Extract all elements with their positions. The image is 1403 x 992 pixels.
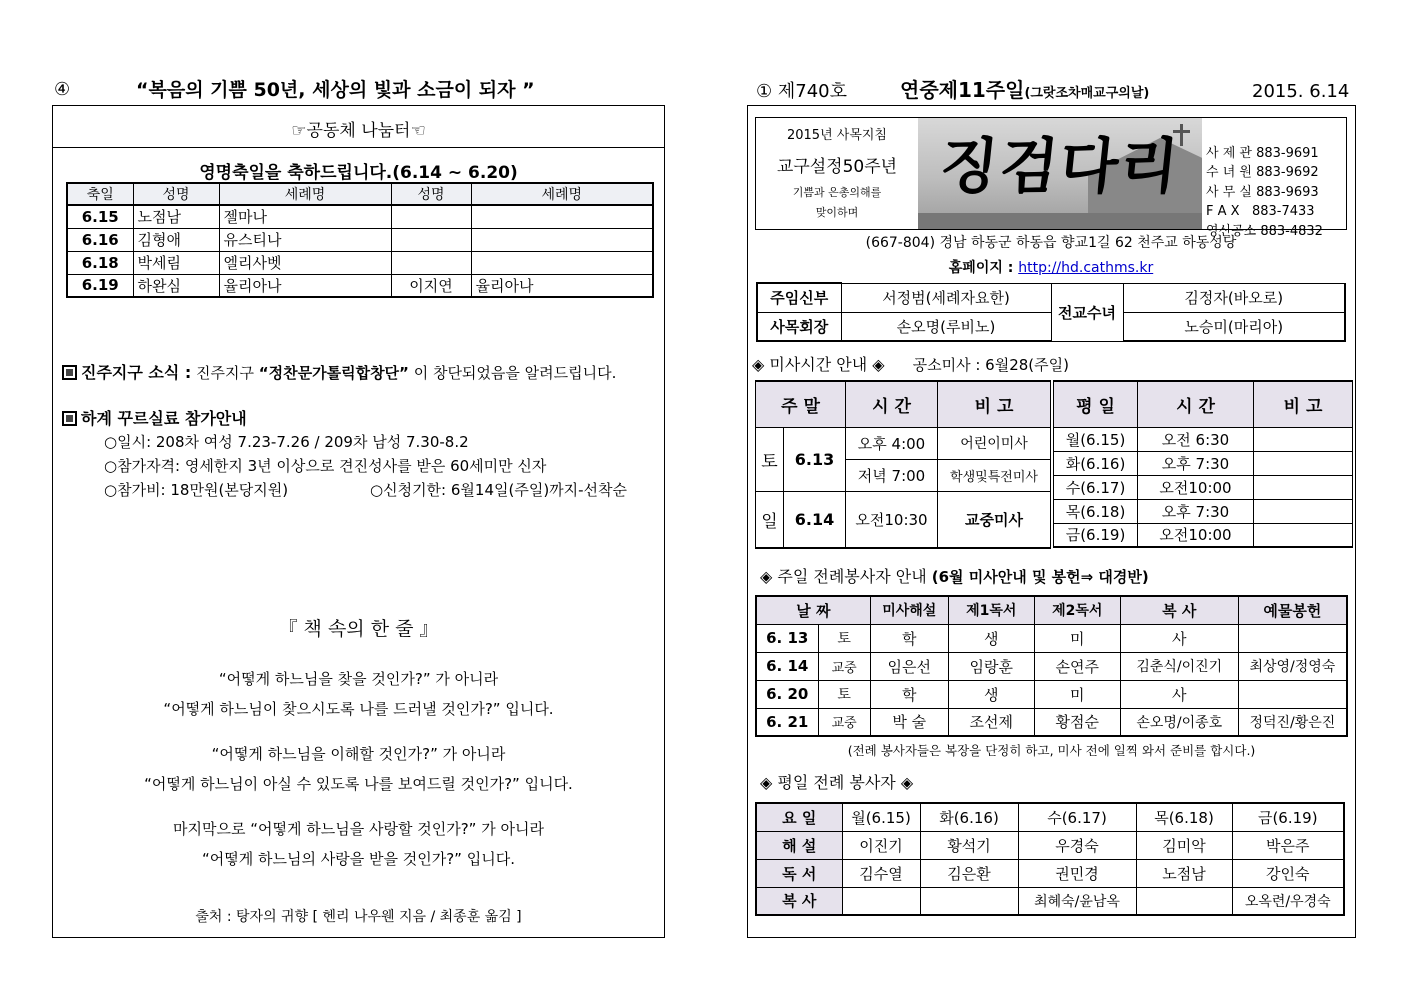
servers-header: 날 짜	[756, 596, 870, 624]
table-row	[1054, 523, 1353, 547]
cursillo-line: ○참가자격: 영세한지 3년 이상으로 견진성사를 받은 60세미만 신자	[104, 457, 547, 475]
mass-time: 오전10:00	[1138, 523, 1254, 547]
cursillo-deadline: ○신청기한: 6월14일(주일)까지-선착순	[370, 481, 628, 499]
server-date: 6. 20	[756, 680, 818, 708]
server-date: 6. 21	[756, 708, 818, 736]
mass-time: 오후 4:00	[846, 427, 938, 459]
staff-name: 서정범(세례자요한)	[841, 283, 1051, 312]
server-cell: 조선제	[948, 708, 1034, 736]
server-cell: 미	[1034, 624, 1120, 652]
server-cell: 강인숙	[1232, 859, 1344, 887]
server-cell: 김미악	[1136, 831, 1232, 859]
weekday-mass-table	[1053, 380, 1353, 548]
role-label: 해 설	[756, 831, 842, 859]
mass-header: 비 고	[938, 381, 1051, 427]
servers-header: 제2독서	[1034, 596, 1120, 624]
weekend-mass-table	[755, 380, 1051, 549]
role-label: 독 서	[756, 859, 842, 887]
square-bullet-icon	[62, 411, 77, 426]
issue-date: 2015. 6.14	[1252, 81, 1350, 102]
weekend-day: 토	[756, 427, 784, 491]
feast-baptismal: 유스티나	[219, 228, 391, 251]
homepage-label: 홈페이지 :	[948, 260, 1019, 276]
table-row	[67, 251, 653, 274]
section-title: ◈ 주일 전례봉사자 안내	[760, 567, 932, 586]
pastoral-theme: 교구설정50주년	[776, 157, 898, 177]
choir-name: “정찬문가톨릭합창단”	[258, 364, 409, 382]
server-date: 6. 13	[756, 624, 818, 652]
servers-header: 제1독서	[948, 596, 1034, 624]
feast-name: 노점남	[133, 205, 219, 228]
quote-line: “어떻게 하느님의 사랑을 받을 것인가?” 입니다.	[202, 850, 515, 868]
server-cell: 생	[948, 624, 1034, 652]
mass-time: 오후 7:30	[1138, 499, 1254, 523]
server-cell: 학	[870, 624, 948, 652]
feast-date: 6.19	[67, 274, 133, 297]
server-cell	[1136, 887, 1232, 915]
staff-table	[756, 282, 1346, 342]
table-row	[756, 652, 1347, 680]
staff-name: 손오명(루비노)	[841, 312, 1051, 341]
feast-table	[66, 182, 654, 298]
quote-line: “어떻게 하느님을 찾을 것인가?” 가 아니라	[218, 670, 499, 688]
feast-date: 6.18	[67, 251, 133, 274]
book-title: 『 책 속의 한 줄 』	[278, 618, 439, 640]
pastoral-sub: 맞이하며	[815, 206, 859, 219]
server-cell: 노점남	[1136, 859, 1232, 887]
contact-line: 수 녀 원 883-9692	[1206, 165, 1319, 180]
square-bullet-icon	[62, 365, 77, 380]
weekday: 수(6.17)	[1054, 475, 1138, 499]
contact-line: F A X 883-7433	[1206, 204, 1315, 219]
server-cell: 사	[1120, 680, 1238, 708]
church-address: (667-804) 경남 하동군 하동읍 향교1길 62 천주교 하동성당	[865, 235, 1237, 251]
feast-baptismal	[471, 228, 653, 251]
sunday-title	[900, 78, 1149, 106]
contact-line: 사 제 관 883-9691	[1206, 145, 1319, 161]
pastoral-sub: 기쁨과 은총의해를	[792, 186, 882, 199]
feast-baptismal: 엘리사벳	[219, 251, 391, 274]
parish-motto: “복음의 기쁨 50년, 세상의 빛과 소금이 되자 ”	[136, 79, 535, 101]
contact-line: 영신공소 883-4832	[1206, 223, 1323, 239]
weekday-servers-title: ◈ 평일 전례 봉사자 ◈	[760, 773, 914, 792]
sunday-subtitle: (그랏조차매교구의날)	[1024, 86, 1150, 101]
server-cell: 박 술	[870, 708, 948, 736]
feast-name: 김형애	[133, 228, 219, 251]
news-text: 이 창단되었음을 알려드립니다.	[408, 364, 617, 382]
weekday: 월(6.15)	[1054, 427, 1138, 451]
feast-title: 영명축일을 축하드립니다.(6.14 ~ 6.20)	[199, 163, 518, 183]
table-row	[67, 205, 653, 228]
table-row	[67, 274, 653, 297]
weekend-day: 일	[756, 491, 784, 548]
ground-shape	[918, 213, 1202, 229]
server-cell: 김은환	[920, 859, 1018, 887]
feast-baptismal	[471, 251, 653, 274]
bulletin-logo: 징검다리	[936, 132, 1184, 202]
staff-name: 노승미(마리아)	[1123, 312, 1345, 341]
server-cell: 손연주	[1034, 652, 1120, 680]
feast-date: 6.16	[67, 228, 133, 251]
feast-baptismal: 율리아나	[219, 274, 391, 297]
server-mass: 교중	[818, 708, 870, 736]
server-cell: 김춘식/이진기	[1120, 652, 1238, 680]
mass-note: 교중미사	[938, 491, 1051, 548]
server-cell: 황점순	[1034, 708, 1120, 736]
mass-header: 시 간	[1138, 381, 1254, 427]
server-cell: 김수열	[842, 859, 920, 887]
news-title: 진주지구 소식 :	[81, 363, 192, 382]
feast-name	[391, 205, 471, 228]
news-cursillo	[62, 406, 247, 429]
server-cell	[1238, 624, 1347, 652]
weekday-servers-table	[755, 802, 1345, 916]
mass-time: 저녁 7:00	[846, 459, 938, 491]
source-citation: 출처 : 탕자의 귀향 [ 헨리 나우웬 지음 / 최종훈 옮김 ]	[195, 909, 522, 925]
server-cell: 생	[948, 680, 1034, 708]
server-cell: 학	[870, 680, 948, 708]
cursillo-fee: ○참가비: 18만원(본당지원)	[104, 481, 289, 499]
feast-name: 하완심	[133, 274, 219, 297]
servers-footer: (전례 봉사자들은 복장을 단정히 하고, 미사 전에 일찍 와서 준비를 합시다.)	[847, 743, 1256, 758]
feast-baptismal: 율리아나	[471, 274, 653, 297]
sunday-servers-table	[755, 595, 1348, 737]
weekday-header: 화(6.16)	[920, 803, 1018, 831]
feast-header: 축일	[67, 183, 133, 205]
server-cell: 사	[1120, 624, 1238, 652]
servers-header: 복 사	[1120, 596, 1238, 624]
community-title: ☞공동체 나눔터☜	[291, 121, 426, 141]
server-cell: 최상영/정영숙	[1238, 652, 1347, 680]
server-cell: 황석기	[920, 831, 1018, 859]
cursillo-line: ○일시: 208차 여성 7.23-7.26 / 209차 남성 7.30-8.2	[104, 433, 469, 451]
table-row	[756, 708, 1347, 736]
weekday-header: 요 일	[756, 803, 842, 831]
quote-line: “어떻게 하느님을 이해할 것인가?” 가 아니라	[211, 745, 506, 763]
server-cell: 권민경	[1018, 859, 1136, 887]
quote-line: “어떻게 하느님이 아실 수 있도록 나를 보여드릴 것인가?” 입니다.	[144, 775, 573, 793]
weekday: 화(6.16)	[1054, 451, 1138, 475]
server-cell	[1238, 680, 1347, 708]
weekday-header: 금(6.19)	[1232, 803, 1344, 831]
mass-header: 시 간	[846, 381, 938, 427]
mass-time: 오전10:00	[1138, 475, 1254, 499]
contact-line: 사 무 실 883-9693	[1206, 184, 1319, 200]
issue-number: ① 제740호	[756, 81, 847, 102]
table-row	[756, 624, 1347, 652]
server-cell	[842, 887, 920, 915]
divider	[52, 147, 665, 148]
feast-baptismal: 젤마나	[219, 205, 391, 228]
page-number: ④	[54, 79, 71, 100]
mass-note: 학생및특전미사	[938, 459, 1051, 491]
server-cell: 박은주	[1232, 831, 1344, 859]
servers-note: (6월 미사안내 및 봉헌⇒ 대경반)	[931, 568, 1149, 586]
weekday-header: 월(6.15)	[842, 803, 920, 831]
sunday-name: 연중제11주일	[900, 78, 1025, 102]
server-mass: 교중	[818, 652, 870, 680]
table-row	[756, 680, 1347, 708]
feast-name: 박세림	[133, 251, 219, 274]
mass-time: 오전10:30	[846, 491, 938, 548]
homepage-link[interactable]: http://hd.cathms.kr	[1018, 260, 1154, 276]
mass-time: 오후 7:30	[1138, 451, 1254, 475]
servers-section-title	[760, 564, 1149, 587]
table-row	[756, 859, 1344, 887]
feast-header: 세례명	[471, 183, 653, 205]
server-cell: 우경숙	[1018, 831, 1136, 859]
news-title: 하계 꾸르실료 참가안내	[81, 409, 247, 428]
weekend-date: 6.14	[784, 491, 846, 548]
staff-label: 주임신부	[757, 283, 841, 312]
weekday: 목(6.18)	[1054, 499, 1138, 523]
news-jinju	[62, 360, 616, 383]
table-row	[1054, 451, 1353, 475]
feast-date: 6.15	[67, 205, 133, 228]
mass-time: 오전 6:30	[1138, 427, 1254, 451]
news-text: 진주지구	[191, 364, 259, 382]
table-row	[756, 887, 1344, 915]
server-cell: 임랑훈	[948, 652, 1034, 680]
server-cell: 이진기	[842, 831, 920, 859]
weekday-header: 수(6.17)	[1018, 803, 1136, 831]
quote-line: 마지막으로 “어떻게 하느님을 사랑할 것인가?” 가 아니라	[173, 820, 544, 838]
server-mass: 토	[818, 680, 870, 708]
table-row	[1054, 499, 1353, 523]
server-date: 6. 14	[756, 652, 818, 680]
table-row	[67, 228, 653, 251]
mission-mass-note: 공소미사 : 6월28(주일)	[912, 356, 1069, 374]
role-label: 복 사	[756, 887, 842, 915]
servers-header: 미사해설	[870, 596, 948, 624]
pastoral-year: 2015년 사목지침	[786, 128, 887, 143]
feast-name	[391, 251, 471, 274]
feast-header: 성명	[133, 183, 219, 205]
quote-line: “어떻게 하느님이 찾으시도록 나를 드러낼 것인가?” 입니다.	[163, 700, 554, 718]
staff-label: 전교수녀	[1051, 283, 1123, 341]
weekday-header: 목(6.18)	[1136, 803, 1232, 831]
feast-header: 세례명	[219, 183, 391, 205]
server-cell: 최혜숙/윤남옥	[1018, 887, 1136, 915]
servers-header: 예물봉헌	[1238, 596, 1347, 624]
feast-name	[391, 228, 471, 251]
feast-name: 이지연	[391, 274, 471, 297]
mass-header: 비 고	[1254, 381, 1353, 427]
feast-baptismal	[471, 205, 653, 228]
weekday: 금(6.19)	[1054, 523, 1138, 547]
table-row	[1054, 427, 1353, 451]
staff-label: 사목회장	[757, 312, 841, 341]
server-cell: 오옥련/우경숙	[1232, 887, 1344, 915]
mass-note: 어린이미사	[938, 427, 1051, 459]
server-cell: 임은선	[870, 652, 948, 680]
homepage	[755, 257, 1347, 277]
server-mass: 토	[818, 624, 870, 652]
mass-header: 주 말	[756, 381, 846, 427]
mass-header: 평 일	[1054, 381, 1138, 427]
section-title: ◈ 미사시간 안내 ◈	[752, 355, 885, 374]
server-cell: 미	[1034, 680, 1120, 708]
server-cell	[920, 887, 1018, 915]
table-row	[1054, 475, 1353, 499]
table-row	[756, 831, 1344, 859]
feast-header: 성명	[391, 183, 471, 205]
server-cell: 정덕진/황은진	[1238, 708, 1347, 736]
server-cell: 손오명/이종호	[1120, 708, 1238, 736]
mass-section-title	[752, 352, 1069, 375]
weekend-date: 6.13	[784, 427, 846, 491]
staff-name: 김정자(바오로)	[1123, 283, 1345, 312]
